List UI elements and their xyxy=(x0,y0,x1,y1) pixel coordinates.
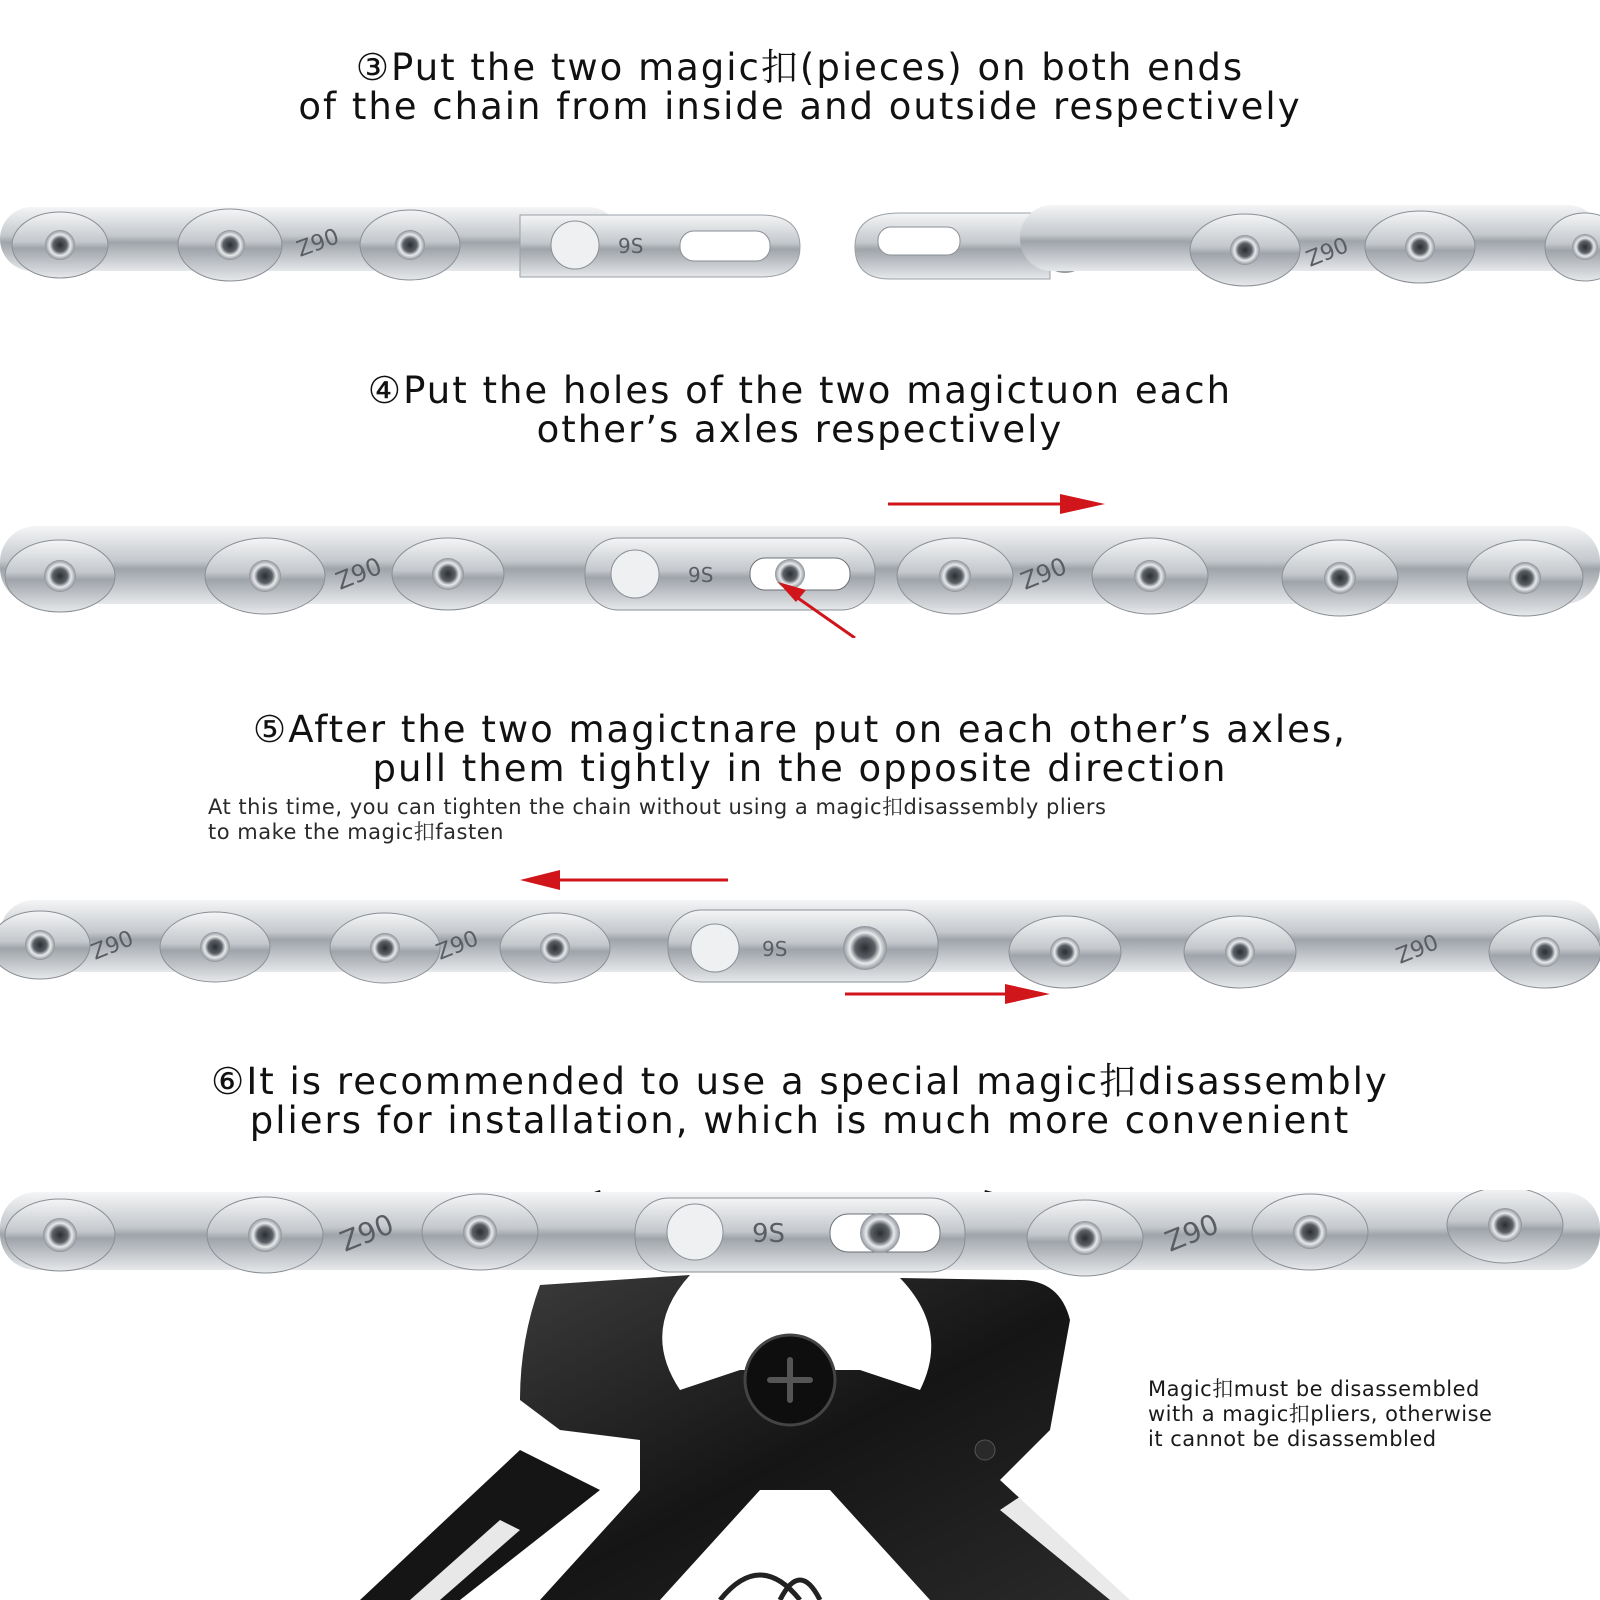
step-6-note xyxy=(1148,1377,1492,1452)
link-engraving: Z90 xyxy=(87,926,138,966)
step-3-chain-photo xyxy=(0,185,1600,295)
step-4-chain-photo xyxy=(0,478,1600,638)
step-4-heading xyxy=(0,371,1600,449)
step-6-note-line-1: Magic扣must be disassembled xyxy=(1148,1377,1480,1401)
step-3-number: ③ xyxy=(355,46,392,89)
step-4-number: ④ xyxy=(367,369,404,412)
master-link-engraving: 9S xyxy=(618,234,644,258)
link-engraving: Z90 xyxy=(293,224,343,263)
master-link-engraving: 9S xyxy=(752,1219,786,1249)
step-5-note-line-2: to make the magic扣fasten xyxy=(208,820,504,844)
step-3-heading xyxy=(0,48,1600,126)
pull-arrow-right xyxy=(845,984,1050,1004)
step-5-line-2: pull them tightly in the opposite direction xyxy=(372,747,1228,790)
step-5-number: ⑤ xyxy=(253,708,289,751)
step-5-line-1: ⑤After the two magictnare put on each other’s axles, xyxy=(253,708,1347,751)
step-4-line-2: other’s axles respectively xyxy=(536,408,1064,451)
link-engraving-3: Z90 xyxy=(1392,930,1443,970)
chain-rollers-left xyxy=(12,209,460,281)
master-link-engraving: 9S xyxy=(688,563,714,587)
master-link-left-piece xyxy=(520,215,800,277)
master-link xyxy=(635,1198,965,1272)
step-6-line-1: ⑥It is recommended to use a special magic扣disassembly xyxy=(211,1060,1389,1103)
pull-arrow-left xyxy=(520,870,728,890)
direction-arrow-right xyxy=(888,494,1105,514)
link-engraving-2: Z90 xyxy=(432,926,483,966)
master-link-engraving: 9S xyxy=(762,937,788,961)
link-engraving-2: Z90 xyxy=(1160,1207,1224,1259)
step-6-note-line-3: it cannot be disassembled xyxy=(1148,1427,1437,1451)
link-engraving-right: Z90 xyxy=(1302,233,1353,273)
link-engraving: Z90 xyxy=(331,552,386,596)
step-6-note-line-2: with a magic扣pliers, otherwise xyxy=(1148,1402,1493,1426)
step-3-line-2: of the chain from inside and outside respectively xyxy=(298,85,1302,128)
link-engraving: Z90 xyxy=(335,1207,399,1259)
link-engraving-2: Z90 xyxy=(1016,552,1071,596)
step-6-line-2: pliers for installation, which is much more convenient xyxy=(249,1099,1351,1142)
master-link xyxy=(668,910,938,982)
magic-link-pliers xyxy=(360,1275,1160,1600)
step-6-number: ⑥ xyxy=(211,1060,247,1103)
step-5-chain-photo xyxy=(0,860,1600,1010)
step-6-heading xyxy=(0,1062,1600,1140)
master-link xyxy=(585,538,875,610)
step-5-note-line-1: At this time, you can tighten the chain without using a magic扣disassembly pliers xyxy=(208,795,1107,819)
plier-spring xyxy=(720,1575,820,1600)
step-3-line-1: ③Put the two magic扣(pieces) on both ends xyxy=(355,46,1245,89)
step-4-line-1: ④Put the holes of the two magictuon each xyxy=(367,369,1233,412)
step-5-note xyxy=(208,795,1106,845)
step-5-heading xyxy=(0,710,1600,788)
